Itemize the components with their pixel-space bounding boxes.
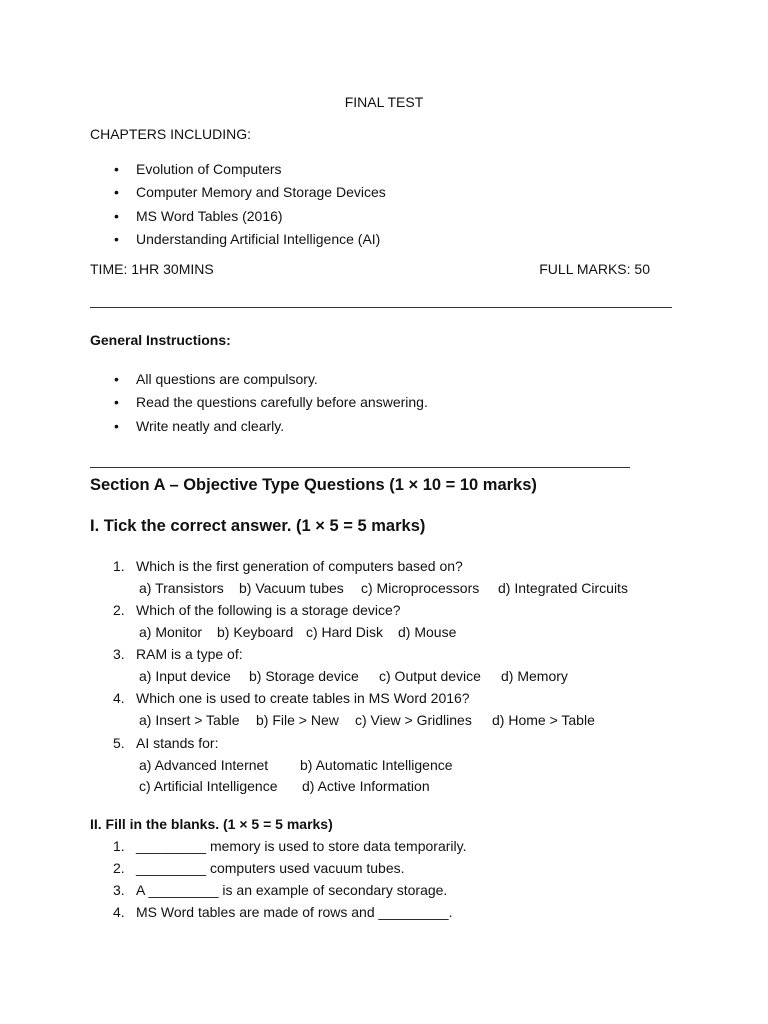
chapter-item: Computer Memory and Storage Devices (136, 184, 386, 201)
instruction-item: Read the questions carefully before answering. (136, 394, 428, 411)
question-text: MS Word tables are made of rows and _________. (136, 904, 453, 920)
chapter-item: Understanding Artificial Intelligence (AI) (136, 230, 381, 247)
bullet-icon: • (114, 184, 119, 201)
question-number: 3. (113, 882, 125, 898)
option-b: b) Keyboard (217, 624, 294, 640)
option-b: b) Vacuum tubes (239, 580, 344, 596)
option-d: d) Integrated Circuits (498, 580, 628, 596)
question-number: 2. (113, 860, 125, 876)
option-d: d) Home > Table (492, 712, 595, 728)
option-d: d) Active Information (302, 778, 430, 794)
bullet-icon: • (114, 161, 119, 177)
option-a: a) Insert > Table (139, 712, 240, 728)
part2-heading: II. Fill in the blanks. (1 × 5 = 5 marks) (90, 816, 333, 832)
option-a: a) Transistors (139, 580, 224, 596)
page-title: FINAL TEST (344, 94, 424, 110)
option-b: b) Automatic Intelligence (300, 757, 453, 773)
option-a: a) Input device (139, 668, 231, 684)
option-a: a) Advanced Internet (139, 757, 269, 773)
option-c: c) Output device (379, 668, 481, 684)
question-text: RAM is a type of: (136, 646, 243, 662)
question-number: 3. (113, 646, 125, 662)
question-number: 2. (113, 602, 125, 618)
option-c: c) Microprocessors (361, 580, 480, 596)
question-text: Which one is used to create tables in MS Word 2016? (136, 690, 470, 706)
chapter-item: MS Word Tables (2016) (136, 207, 283, 224)
question-text: _________ computers used vacuum tubes. (136, 860, 405, 876)
option-a: a) Monitor (139, 624, 203, 640)
full-marks-label: FULL MARKS: 50 (539, 261, 650, 277)
question-text: Which is the first generation of computers based on? (136, 558, 463, 574)
instruction-item: All questions are compulsory. (136, 371, 318, 387)
question-number: 1. (113, 838, 125, 854)
question-number: 5. (113, 735, 125, 751)
part1-heading: I. Tick the correct answer. (1 × 5 = 5 marks) (90, 517, 426, 535)
option-c: c) View > Gridlines (355, 712, 472, 728)
instructions-heading: General Instructions: (90, 332, 231, 348)
question-text: AI stands for: (136, 735, 219, 751)
chapters-label: CHAPTERS INCLUDING: (90, 126, 252, 142)
question-number: 4. (113, 690, 125, 706)
question-text: Which of the following is a storage device? (136, 602, 401, 618)
question-text: A _________ is an example of secondary storage. (136, 882, 448, 898)
bullet-icon: • (114, 207, 119, 224)
question-number: 1. (113, 558, 125, 574)
question-number: 4. (113, 904, 125, 920)
option-b: b) Storage device (249, 668, 359, 684)
divider (90, 307, 672, 308)
option-d: d) Memory (501, 668, 568, 684)
instruction-item: Write neatly and clearly. (136, 417, 285, 434)
bullet-icon: • (114, 371, 119, 387)
bullet-icon: • (114, 394, 119, 411)
option-c: c) Artificial Intelligence (139, 778, 278, 794)
option-b: b) File > New (256, 712, 339, 728)
time-label: TIME: 1HR 30MINS (90, 261, 214, 277)
option-d: d) Mouse (398, 624, 457, 640)
section-a-heading: Section A – Objective Type Questions (1 × 10 = 10 marks) (90, 476, 537, 494)
chapter-item: Evolution of Computers (136, 161, 282, 177)
question-text: _________ memory is used to store data temporarily. (136, 838, 467, 854)
option-c: c) Hard Disk (306, 624, 384, 640)
bullet-icon: • (114, 417, 119, 434)
bullet-icon: • (114, 230, 119, 247)
divider (90, 467, 630, 468)
